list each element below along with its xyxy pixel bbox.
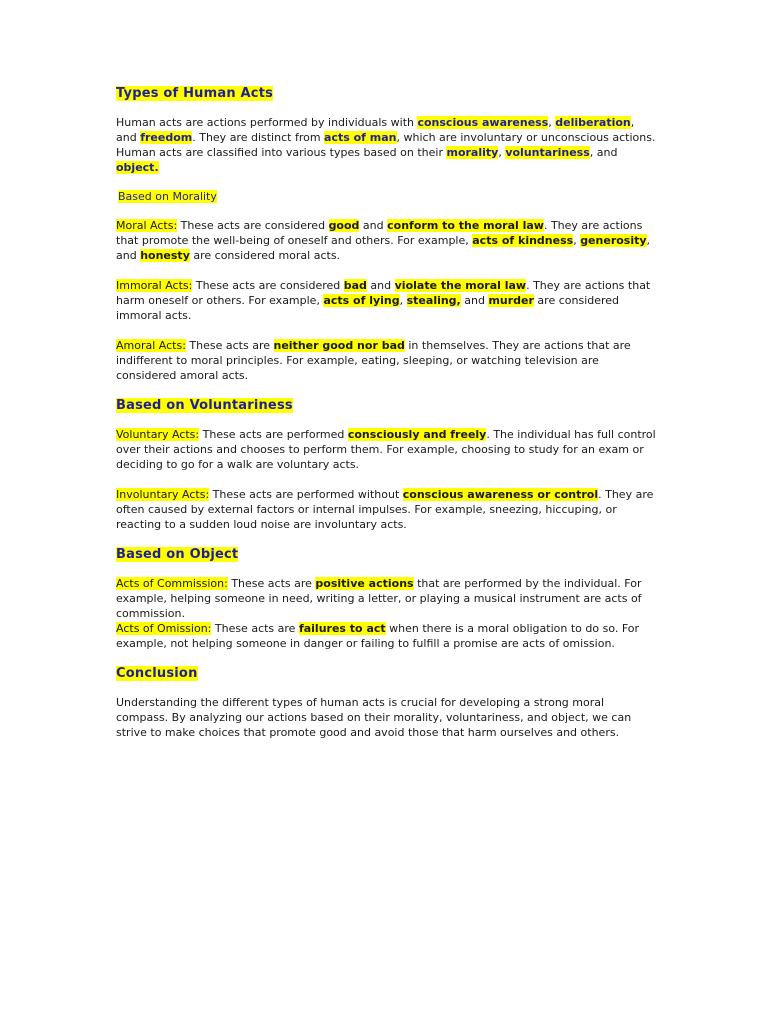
commission-acts-paragraph: Acts of Commission: These acts are positive actions that are performed by the individual. For example, helping someone in need, writing a letter, or playing a musical instrument are acts of commission. [116,577,642,620]
document-title: Types of Human Acts [116,86,274,101]
conclusion-paragraph: Understanding the different types of human acts is crucial for developing a strong moral compass. By analyzing our actions based on their morality, voluntariness, and object, we can strive to make choices that promote good and avoid those that harm ourselves and others. [116,696,632,739]
intro-paragraph: Human acts are actions performed by individuals with conscious awareness, deliberation, and freedom. They are distinct from acts of man, which are involuntary or unconscious actions. Human acts are classified into various types based on their morality, voluntariness, and object. [116,116,656,174]
morality-heading: Based on Morality [118,190,217,203]
immoral-acts-paragraph: Immoral Acts: These acts are considered bad and violate the moral law. They are actions that harm oneself or others. For example, acts of lying, stealing, and murder are considered immoral acts. [116,279,651,322]
voluntariness-heading: Based on Voluntariness [116,398,293,413]
involuntary-acts-paragraph: Involuntary Acts: These acts are performed without conscious awareness or control. They are often caused by external factors or internal impulses. For example, sneezing, hiccuping, or reacting to a sudden loud noise are involuntary acts. [116,488,654,531]
moral-acts-paragraph: Moral Acts: These acts are considered good and conform to the moral law. They are actions that promote the well-being of oneself and others. For example, acts of kindness, generosity, and honesty are considered moral acts. [116,219,651,262]
omission-acts-paragraph: Acts of Omission: These acts are failures to act when there is a moral obligation to do so. For example, not helping someone in danger or failing to fulfill a promise are acts of omission. [116,622,640,650]
object-heading: Based on Object [116,547,239,562]
conclusion-heading: Conclusion [116,666,198,681]
voluntary-acts-paragraph: Voluntary Acts: These acts are performed consciously and freely. The individual has full control over their actions and chooses to perform them. For example, choosing to study for an exam or deciding to go for a walk are voluntary acts. [116,428,656,471]
amoral-acts-paragraph: Amoral Acts: These acts are neither good nor bad in themselves. They are actions that are indifferent to moral principles. For example, eating, sleeping, or watching television are considered amoral acts. [116,339,631,382]
